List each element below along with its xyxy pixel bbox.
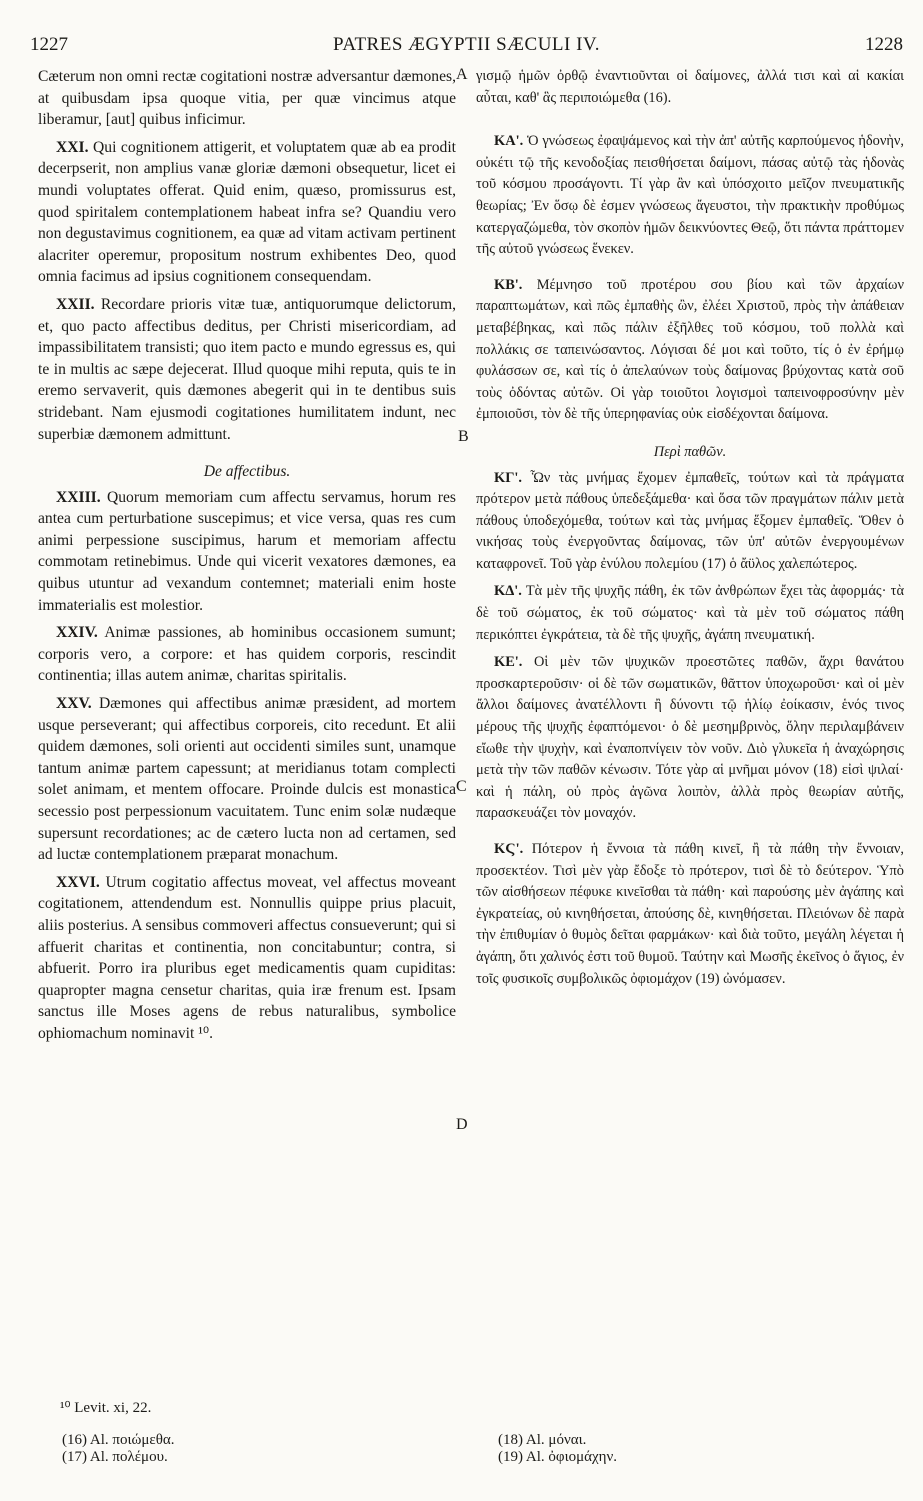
section-number: XXI. bbox=[56, 138, 89, 156]
section-text: Quorum memoriam cum affectu servamus, horum res antea cum perturbatione suscepimus; et vice versa, quas res cum animi perpessione suscipimus, harum et memoriam affectu commotam retinebimus. Unde qui vicerit vexatores dæmones, ea quibus utuntur ad vexandum contemnet; materiali enim hoste immaterialis est molestior. bbox=[38, 488, 456, 614]
section-text: Qui cognitionem attigerit, et voluptatem quæ ab ea prodit decerpserit, non amplius vanæ gloriæ dæmoni obsequetur, licet ei mundi voluptates offerat. Quid enim, quæso, promissurus est, quod spiritalem contemplationem habeat infra se? Quandiu vero non degustavimus cognitionem, ea quæ ad vitam activam pertinent alacriter operemur, propositum nostrum exhibentes Deo, quod omnia facimus ad ipsius cognitionem consequendam. bbox=[38, 138, 457, 286]
section-text: Utrum cogitatio affectus moveat, vel affectus moveant cogitationem, attendendum est. Nonnullis quippe prius placuit, aliis posterius. A sensibus commoveri affectus consueverunt; qui si affuerit charitas et continentia, non concitabuntur; contra, si abfuerit. Porro ira pluribus eget medicamentis quam cupiditas: quapropter magna censetur charitas, quia iræ frenum est. Ipsam sanctus ille Moses agens de rebus naturalibus, symbolice ophiomachum nominavit ¹⁰. bbox=[38, 873, 456, 1042]
greek-section-24 bbox=[476, 581, 904, 646]
section-number: XXII. bbox=[56, 295, 95, 313]
section-number: XXIV. bbox=[56, 624, 98, 642]
latin-heading: De affectibus. bbox=[203, 463, 291, 481]
latin-footnote: ¹⁰ Levit. xi, 22. bbox=[60, 1400, 152, 1416]
critical-notes-left bbox=[62, 1432, 175, 1466]
section-number: ΚΒ'. bbox=[494, 276, 523, 293]
section-text: Μέμνησο τοῦ προτέρου σου βίου καὶ τῶν ἀρχαίων παραπτωμάτων, καὶ πῶς ἐμπαθὴς ὢν, ἐλέει Χριστοῦ, πρὸς τὴν ἀπάθειαν μεταβέβηκας, καὶ πῶς πάλιν ἐξῆλθες τοῦ κόσμου, τοῦ πολλὰ καὶ πολλάκις σε ταπεινώσαντος. Λόγισαι δέ μοι καὶ τοῦτο, τίς ὁ ἐν ἐρήμῳ φυλάσσων σε, καὶ τίς ὁ ἀπελαύνων τοὺς δαίμονας βρύχοντας κατὰ σοῦ τοὺς ὀδόντας αὐτῶν. Οἱ γὰρ τοιοῦτοι λογισμοὶ ταπεινοφροσύνην μὲν ἐμποιοῦσι, τὸν δὲ τῆς ὑπερηφανίας οὐκ εἰσδέχονται δαίμονα. bbox=[476, 276, 904, 423]
greek-section-25 bbox=[476, 652, 904, 825]
section-text: Τὰ μὲν τῆς ψυχῆς πάθη, ἐκ τῶν ἀνθρώπων ἔχει τὰς ἀφορμάς· τὰ δὲ τοῦ σώματος, ἐκ τοῦ σώματος· καὶ τὰ μὲν τοῦ σώματος πάθη περικόπτει ἐγκράτεια, τὰ δὲ τῆς ψυχῆς, ἀγάπη πνευματική. bbox=[476, 583, 905, 643]
section-number: ΚΑ'. bbox=[494, 133, 524, 150]
margin-letter-b: B bbox=[458, 428, 469, 445]
latin-column bbox=[38, 66, 456, 1045]
margin-letter-d: D bbox=[456, 1116, 468, 1133]
section-number: ΚΓ'. bbox=[494, 469, 522, 486]
greek-section-23 bbox=[476, 468, 904, 576]
page-number-left: 1227 bbox=[30, 34, 68, 55]
greek-section-26 bbox=[476, 839, 904, 990]
latin-section-26 bbox=[38, 872, 456, 1045]
margin-letter-a: A bbox=[456, 66, 468, 83]
margin-letter-c: C bbox=[456, 778, 467, 795]
page-header bbox=[30, 34, 903, 58]
latin-section-25 bbox=[38, 693, 456, 866]
latin-section-21 bbox=[38, 137, 456, 288]
critical-notes-right bbox=[498, 1432, 617, 1466]
latin-section-23 bbox=[38, 487, 456, 617]
section-text: Ὁ γνώσεως ἐφαψάμενος καὶ τὴν ἀπ' αὐτῆς καρπούμενος ἡδονὴν, οὐκέτι τῷ τῆς κενοδοξίας πεισθήσεται δαίμονι, πάσας αὐτῷ τὰς ἡδονὰς τοῦ κόσμου προσάγοντι. Τί γὰρ ἂν καὶ ὑπόσχοιτο μεῖζον πνευματικῆς θεωρίας; Ἐν ὅσῳ δὲ ἐσμεν γνώσεως ἄγευστοι, τὴν πρακτικὴν προθύμως κατεργαζώμεθα, τὸν σκοπὸν ἡμῶν δεικνύοντες Θεῷ, ὅτι πάντα πράττομεν τῆς αὐτοῦ γνώσεως ἕνεκεν. bbox=[476, 133, 904, 258]
latin-section-24 bbox=[38, 622, 456, 687]
page-number-right: 1228 bbox=[865, 34, 903, 55]
greek-column bbox=[476, 66, 904, 990]
greek-intro: γισμῷ ἡμῶν ὀρθῷ ἐναντιοῦνται οἱ δαίμονες, ἀλλά τισι καὶ αἱ κακίαι αὗται, καθ' ἃς περιποιώμεθα (16). bbox=[476, 68, 904, 106]
latin-intro: Cæterum non omni rectæ cogitationi nostræ adversantur dæmones, at quibusdam ipsa quoque vitia, per quæ vincimus atque liberamur, [aut] quibus inficimur. bbox=[38, 68, 456, 129]
section-number: ΚϚ'. bbox=[494, 841, 524, 857]
section-text: Dæmones qui affectibus animæ præsident, ad mortem usque perseverant; qui affectibus corporeis, cito recedunt. Et alii quidem dæmones, soli orienti aut occidenti similes sunt, unamque tantum animæ partem capessunt; at meridianus totam complecti solet animam, et mentem offocare. Proinde dulcis est monastica secessio post perpessionum vacuitatem. Tunc enim solæ nudæque supersunt recordationes; ac de cætero lucta non ad certamen, sed ad luctæ contemplationem præparat monachum. bbox=[38, 695, 456, 864]
section-number: XXVI. bbox=[56, 873, 100, 891]
section-number: ΚΔ'. bbox=[494, 583, 522, 600]
section-text: Ὧν τὰς μνήμας ἔχομεν ἐμπαθεῖς, τούτων καὶ τὰ πράγματα πρότερον μετὰ πάθους ὑπεδεξάμεθα· καὶ ὅσα τῶν πραγμάτων πάλιν μετὰ πάθους ὑποδεχόμεθα, τούτων καὶ τὰς μνήμας ἕξομεν ἐμπαθεῖς. Ὅθεν ὁ νικήσας τοὺς ἐνεργοῦντας δαίμονας, τῶν ὑπ' αὐτῶν ἐνεργουμένων καταφρονεῖ. Τοῦ γὰρ ἐνύλου πολεμίου (17) ὁ ἄϋλος χαλεπώτερος. bbox=[476, 469, 904, 572]
running-title: PATRES ÆGYPTII SÆCULI IV. bbox=[333, 34, 600, 55]
section-text: Πότερον ἡ ἔννοια τὰ πάθη κινεῖ, ἢ τὰ πάθη τὴν ἔννοιαν, προσεκτέον. Τισὶ μὲν γὰρ ἔδοξε τὸ πρότερον, τισὶ δὲ τὸ δεύτερον. Ὑπὸ τῶν αἰσθήσεων πέφυκε κινεῖσθαι τὰ πάθη· καὶ παρούσης μὲν ἀγάπης καὶ ἐγκρατείας, οὐ κινηθήσεται, ἀπούσης δὲ, κινηθήσεται. Πλειόνων δὲ παρὰ τὴν ἐπιθυμίαν ὁ θυμὸς δεῖται φαρμάκων· καὶ διὰ τοῦτο, μεγάλη λέγεται ἡ ἀγάπη, ὅτι χαλινός ἐστι τοῦ θυμοῦ. Ταύτην καὶ Μωσῆς ἐκεῖνος ὁ ἅγιος, ἐν τοῖς φυσικοῖς συμβολικῶς ὀφιομάχον (19) ὠνόμασεν. bbox=[476, 841, 904, 987]
critical-note: (17) Al. πολέμου. bbox=[62, 1449, 168, 1465]
section-text: Animæ passiones, ab hominibus occasionem sumunt; corporis vero, a corpore: et has quidem corporis, rescindit continentia; illas autem animæ, charitas spiritalis. bbox=[38, 624, 456, 685]
greek-section-21 bbox=[476, 131, 904, 261]
section-number: ΚΕ'. bbox=[494, 654, 523, 671]
greek-section-22 bbox=[476, 275, 904, 426]
critical-note: (16) Al. ποιώμεθα. bbox=[62, 1432, 175, 1448]
greek-heading: Περὶ παθῶν. bbox=[653, 443, 727, 460]
section-text: Οἱ μὲν τῶν ψυχικῶν προεστῶτες παθῶν, ἄχρι θανάτου προσκαρτεροῦσιν· οἱ δὲ τῶν σωματικῶν, θᾶττον ὑποχωροῦσι· καὶ οἱ μὲν ἄλλοι δαίμονες ἀνατέλλοντι ἢ δύνοντι τῷ ἡλίῳ ἐοίκασιν, ἑνός τινος μέρους τῆς ψυχῆς ἐφαπτόμενοι· ὁ δὲ μεσημβρινὸς, ὅλην περιλαμβάνειν εἴωθε τὴν ψυχὴν, καὶ ἐναποπνίγειν τὸν νοῦν. Διὸ γλυκεῖα ἡ ἀναχώρησις μετὰ τὴν τῶν παθῶν κένωσιν. Τότε γὰρ αἱ μνῆμαι μόνον (18) εἰσὶ ψιλαί· καὶ ἡ πάλη, οὐ πρὸς ἀγῶνα λοιπὸν, ἀλλὰ πρὸς θεωρίαν αὐτῆς, παρασκευάζει τὸν μοναχόν. bbox=[476, 654, 904, 822]
critical-note: (18) Al. μόναι. bbox=[498, 1432, 587, 1448]
section-number: XXV. bbox=[56, 695, 92, 713]
latin-section-22 bbox=[38, 294, 456, 445]
section-text: Recordare prioris vitæ tuæ, antiquorumque delictorum, et, quo pacto affectibus deditus, per Christi misericordiam, ad impassibilitatem transisti; quo item pacto e mundo egressus es, qui te in multis ac sæpe dejecerat. Illud quoque mihi reputa, quis te in eremo servaverit, quis dæmones abegerit qui in te dentibus suis stridebant. Nam ejusmodi cogitationes humilitatem indunt, nec superbiæ dæmonem admittunt. bbox=[38, 295, 456, 443]
section-number: XXIII. bbox=[56, 488, 101, 506]
critical-note: (19) Al. ὀφιομάχην. bbox=[498, 1449, 618, 1465]
